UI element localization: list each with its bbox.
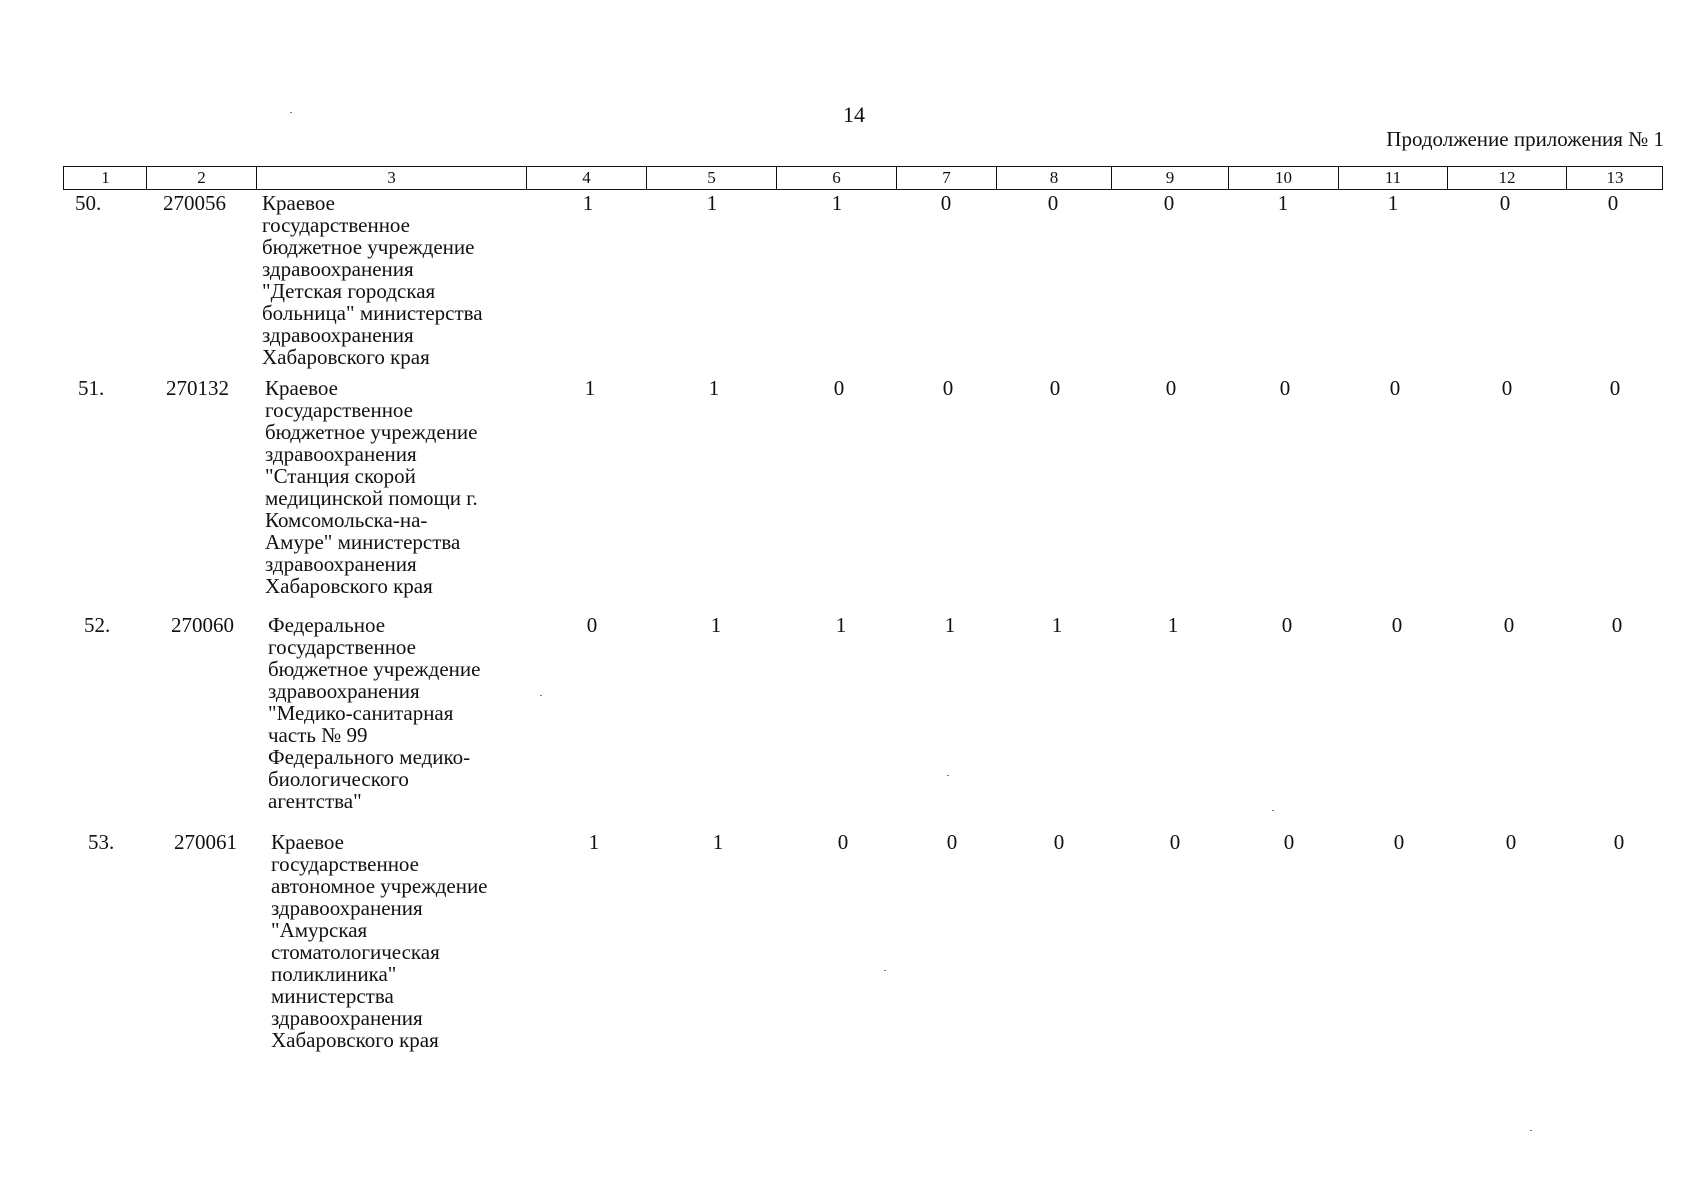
value-cell: 0	[1501, 376, 1513, 400]
table-header-row	[63, 166, 1663, 190]
value-cell: 1	[584, 376, 596, 400]
value-cell: 0	[1163, 191, 1175, 215]
column-header: 4	[526, 167, 646, 189]
value-cell: 1	[1167, 613, 1179, 637]
value-cell: 0	[586, 613, 598, 637]
value-cell: 1	[1387, 191, 1399, 215]
value-cell: 1	[582, 191, 594, 215]
column-header: 3	[256, 167, 526, 189]
value-cell: 0	[1503, 613, 1515, 637]
value-cell: 0	[1499, 191, 1511, 215]
column-header: 11	[1338, 167, 1447, 189]
column-header: 13	[1566, 167, 1663, 189]
row-index: 50.	[75, 191, 102, 215]
value-cell: 0	[1391, 613, 1403, 637]
institution-name: Краевое государственное бюджетное учреждение здравоохранения "Станция скорой медицинской помощи г. Комсомольска-на- Амуре" министерства здравоохранения Хабаровского края	[265, 376, 478, 598]
column-header: 8	[996, 167, 1111, 189]
column-header: 2	[146, 167, 256, 189]
page-number: 14	[843, 102, 865, 127]
scan-speck	[1272, 810, 1274, 811]
value-cell: 0	[837, 830, 849, 854]
value-cell: 1	[712, 830, 724, 854]
row-code: 270061	[174, 830, 237, 854]
value-cell: 0	[1281, 613, 1293, 637]
row-index: 53.	[88, 830, 115, 854]
value-cell: 0	[942, 376, 954, 400]
column-header: 5	[646, 167, 776, 189]
value-cell: 1	[708, 376, 720, 400]
scan-speck	[947, 775, 949, 776]
value-cell: 1	[588, 830, 600, 854]
column-header: 1	[101, 168, 110, 187]
value-cell: 0	[1613, 830, 1625, 854]
row-code: 270056	[163, 191, 226, 215]
value-cell: 0	[1169, 830, 1181, 854]
column-header: 7	[896, 167, 996, 189]
row-code: 270060	[171, 613, 234, 637]
value-cell: 1	[944, 613, 956, 637]
row-index: 52.	[84, 613, 111, 637]
scan-speck	[290, 112, 292, 113]
value-cell: 0	[1279, 376, 1291, 400]
value-cell: 1	[710, 613, 722, 637]
value-cell: 0	[1389, 376, 1401, 400]
value-cell: 0	[833, 376, 845, 400]
value-cell: 0	[940, 191, 952, 215]
value-cell: 1	[831, 191, 843, 215]
value-cell: 0	[1393, 830, 1405, 854]
value-cell: 1	[1277, 191, 1289, 215]
institution-name: Федеральное государственное бюджетное учреждение здравоохранения "Медико-санитарная часть № 99 Федерального медико- биологического агентства"	[268, 613, 481, 813]
column-header: 9	[1111, 167, 1228, 189]
column-header: 12	[1447, 167, 1566, 189]
value-cell: 0	[1607, 191, 1619, 215]
value-cell: 0	[1505, 830, 1517, 854]
value-cell: 0	[1611, 613, 1623, 637]
row-code: 270132	[166, 376, 229, 400]
value-cell: 0	[1609, 376, 1621, 400]
value-cell: 0	[1049, 376, 1061, 400]
institution-name: Краевое государственное автономное учреждение здравоохранения "Амурская стоматологическая поликлиника" министерства здравоохранения Хабаровского края	[271, 830, 488, 1052]
value-cell: 0	[1283, 830, 1295, 854]
scan-speck	[1530, 1130, 1532, 1131]
scan-speck	[884, 970, 886, 971]
continuation-label: Продолжение приложения № 1	[1386, 127, 1664, 151]
column-header: 10	[1228, 167, 1338, 189]
value-cell: 1	[706, 191, 718, 215]
scan-speck	[540, 695, 542, 696]
value-cell: 1	[835, 613, 847, 637]
value-cell: 0	[1165, 376, 1177, 400]
column-header: 6	[776, 167, 896, 189]
value-cell: 0	[946, 830, 958, 854]
value-cell: 1	[1051, 613, 1063, 637]
value-cell: 0	[1047, 191, 1059, 215]
value-cell: 0	[1053, 830, 1065, 854]
institution-name: Краевое государственное бюджетное учреждение здравоохранения "Детская городская больница" министерства здравоохранения Хабаровского края	[262, 191, 483, 369]
row-index: 51.	[78, 376, 105, 400]
